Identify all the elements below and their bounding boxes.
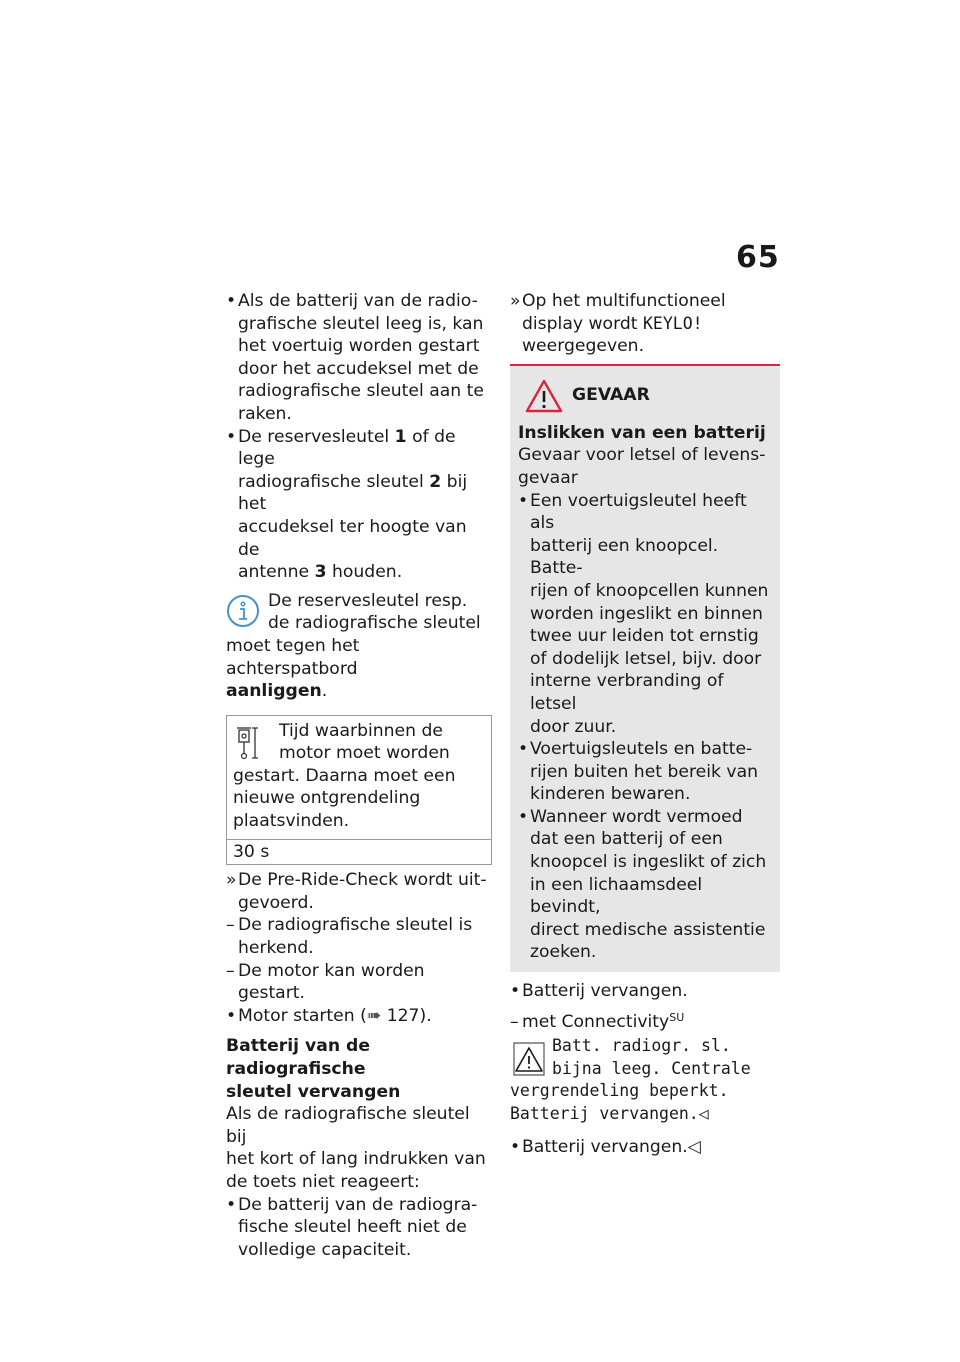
display-code: KEYLO!: [642, 313, 703, 333]
list-item: • Wanneer wordt vermoed dat een batterij of een knoopcel is ingeslikt of zich in een lichaamsdeel bevindt, direct medische assistentie zoeken.: [518, 806, 767, 963]
bullet-mark: •: [226, 291, 237, 311]
warning-triangle-icon: [524, 378, 564, 414]
time-limit-box: Tijd waarbinnen de motor moet worden gestart. Daarna moet een nieuwe ontgrendeling plaatsvinden. 30 s: [226, 715, 492, 866]
result-item: » Op het multifunctioneel display wordt KEYLO! weergegeven.: [510, 291, 726, 357]
bullet-mark: •: [226, 426, 237, 447]
danger-title: GEVAAR: [572, 385, 650, 406]
danger-subtitle: Inslikken van een batterij: [518, 422, 766, 443]
info-icon: [226, 594, 260, 628]
danger-box: GEVAAR Inslikken van een batterij Gevaar voor letsel of levens- gevaar • Een voertuigsleutel heeft als batterij een knoopcel. Batte- rijen of knoopcellen kunnen worden ingeslikt en binnen twee uur leiden tot ernstig of dodelijk letsel, bijv. door interne verbranding of letsel door zuur. • Voertuigsleutels en batte- rijen buiten het bereik van kinderen bewaren. • Wanneer wordt vermoed dat een batterij of een knoopcel is ingeslikt of zich in een lichaamsdeel bevindt, direct medische assistentie zoeken.: [510, 366, 780, 972]
list-item: • Als de batterij van de radio- grafische sleutel leeg is, kan het voertuig worden gestart door het accudeksel met de radiografische sleutel aan te raken.: [226, 291, 484, 424]
page-ref-link[interactable]: 127).: [386, 1005, 432, 1026]
page-ref-arrow-icon[interactable]: ➠: [366, 1005, 382, 1026]
dash-item: – met Connectivity$^{SU}$: [510, 1010, 685, 1032]
page-number: 65: [736, 240, 780, 275]
list-item: • Batterij vervangen.: [510, 981, 688, 1002]
list-item: • Voertuigsleutels en batte- rijen buiten het bereik van kinderen bewaren.: [518, 739, 759, 805]
result-item: » De Pre-Ride-Check wordt uit- gevoerd.: [226, 870, 487, 913]
dash-mark: –: [226, 915, 235, 936]
paragraph: Als de radiografische sleutel bij het kort of lang indrukken van de toets niet reageert:: [226, 1104, 486, 1192]
end-mark: ◁: [687, 1136, 701, 1157]
section-heading: Batterij van de radiografische sleutel vervangen: [226, 1036, 401, 1102]
list-item: • De batterij van de radiogra- fische sleutel heeft niet de volledige capaciteit.: [226, 1194, 478, 1260]
timer-icon: [235, 724, 263, 762]
dash-item: – De radiografische sleutel is herkend.: [226, 915, 473, 959]
warning-triangle-icon: [510, 1039, 548, 1079]
bullet-mark: •: [226, 1194, 237, 1215]
display-message: Batt. radiogr. sl. bijna leeg. Centrale vergrendeling beperkt. Batterij vervangen.◁: [510, 1036, 751, 1123]
dash-mark: –: [226, 960, 235, 981]
bullet-mark: •: [226, 1005, 237, 1026]
list-item: • Motor starten (➠ 127).: [226, 1005, 432, 1026]
right-column: [510, 290, 780, 1158]
left-column: [226, 290, 492, 1261]
list-item: • Een voertuigsleutel heeft als batterij een knoopcel. Batte- rijen of knoopcellen kunnen worden ingeslikt en binnen twee uur leiden tot ernstig of dodelijk letsel, bijv. door interne verbranding of letsel door zuur.: [518, 490, 769, 737]
time-value: 30 s: [227, 839, 491, 865]
info-note: De reservesleutel resp. de radiografische sleutel moet tegen het achterspatbord aanliggen.: [226, 590, 481, 702]
result-mark: »: [510, 291, 521, 311]
end-mark: ◁: [698, 1104, 709, 1123]
list-item: • Batterij vervangen.◁: [510, 1136, 701, 1157]
result-mark: »: [226, 870, 237, 891]
list-item: • De reservesleutel 1 of de lege radiografische sleutel 2 bij het accudeksel ter hoogte van de antenne 3 houden.: [226, 426, 468, 583]
dash-item: – De motor kan worden gestart.: [226, 960, 425, 1004]
